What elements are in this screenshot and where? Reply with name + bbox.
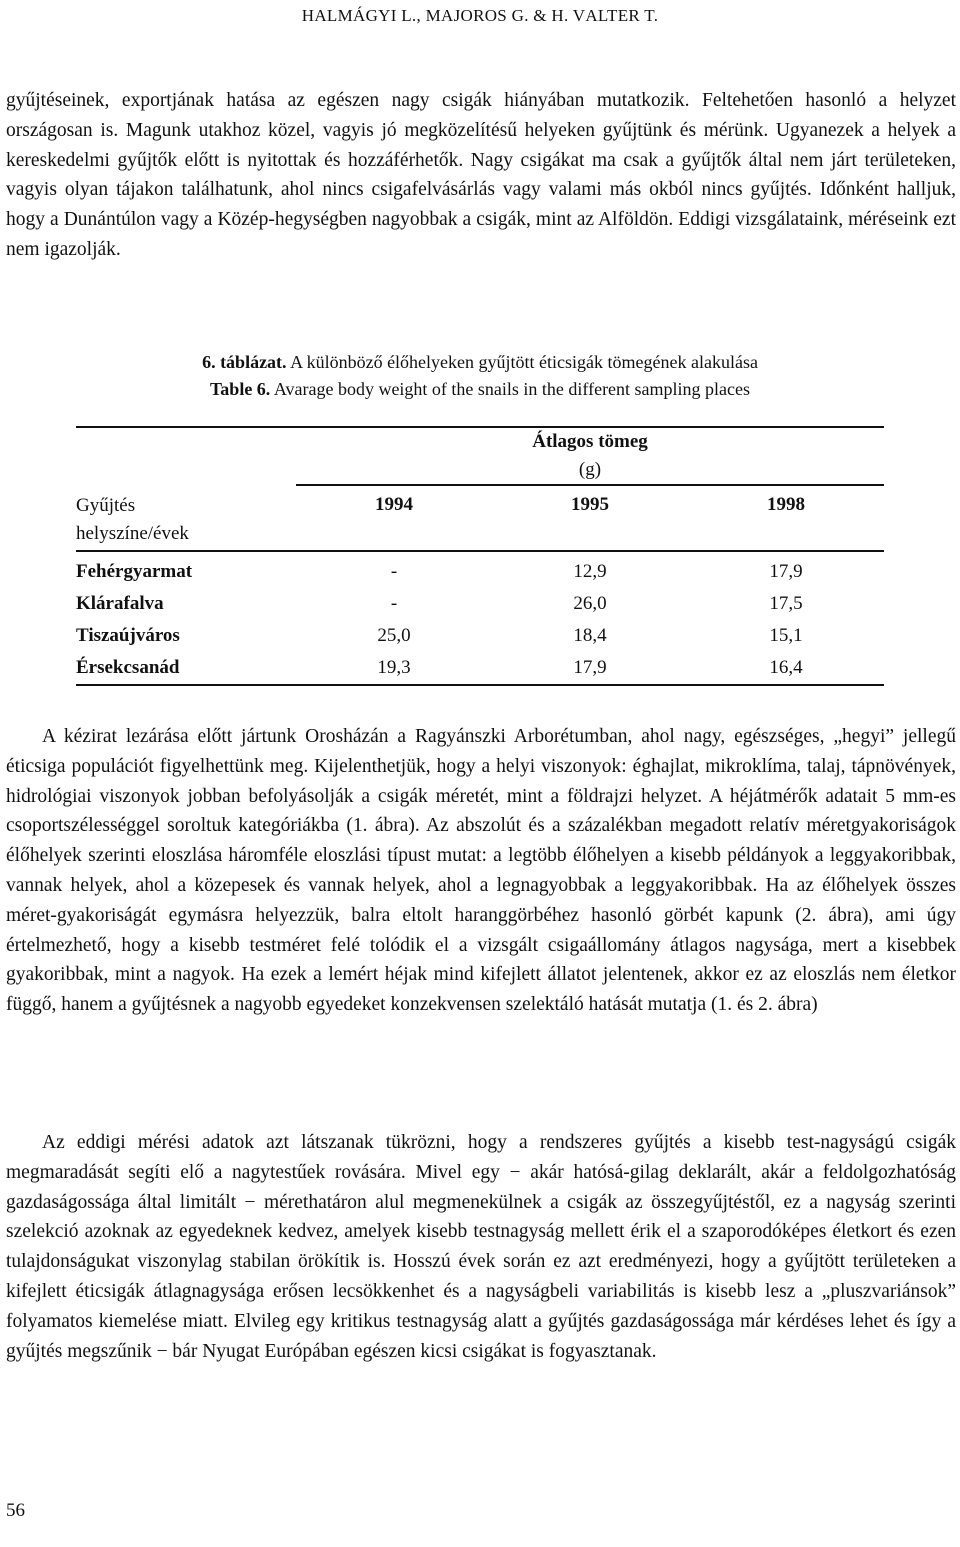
table-cell: 17,9 xyxy=(573,657,607,678)
table-row xyxy=(76,551,884,588)
row-header: Gyűjtés helyszíne/évek xyxy=(76,495,189,544)
table-cell: 15,1 xyxy=(769,625,803,646)
table-cell: 17,5 xyxy=(769,593,803,614)
table-cell: 12,9 xyxy=(573,561,607,582)
weight-table xyxy=(76,426,884,686)
table-cell: 26,0 xyxy=(573,593,607,614)
site-label: Tiszaújváros xyxy=(76,625,180,646)
year-header: 1998 xyxy=(767,494,805,515)
table-row xyxy=(76,652,884,685)
table-cell: 17,9 xyxy=(769,561,803,582)
year-header: 1994 xyxy=(375,494,413,515)
table-cell: 16,4 xyxy=(769,657,803,678)
paragraph-3: Az eddigi mérési adatok azt látszanak tükrözni, hogy a rendszeres gyűjtés a kisebb test-nagyságú csigák megmaradását segíti elő a nagytestűek rovására. Mivel egy − akár hatósá-gilag deklarált, akár a feldolgozhatóság gazdaságossága által limitált − mérethatáron alul megmenekülnek a csigák az összegyűjtéstől, ez a nagyság szerinti szelekció azoknak az egyedeknek kedvez, amelyek kisebb testnagyság mellett érik el a szaporodóképes életkort és ezen tulajdonságukat viszonylag stabilan örökítik is. Hosszú évek során ez azt eredményezi, hogy a gyűjtött területeken a kifejlett éticsigák átlagnagysága erősen lecsökkenhet és a nagyságbeli variabilitás is kisebb lesz a „pluszvariánsok” folyamatos kiemelése miatt. Elvileg egy kritikus testnagyság alatt a gyűjtés gazdaságossága már kérdéses lehet és így a gyűjtés megszűnik − bár Nyugat Európában egészen kicsi csigákat is fogyasztanak. xyxy=(6,1132,956,1362)
table-cell: 25,0 xyxy=(377,625,411,646)
paragraph-2: A kézirat lezárása előtt jártunk Orosházán a Ragyánszki Arborétumban, ahol nagy, egészséges, „hegyi” jellegű éticsiga populációt figyelhettünk meg. Kijelenthetjük, hogy a helyi viszonyok: éghajlat, mikroklíma, talaj, tápnövények, hidrológiai viszonyok jobban befolyásolják a csigák méretét, mint a földrajzi helyzet. A héjátmérők adatait 5 mm-es csoportszélességgel soroltuk kategóriákba (1. ábra). Az abszolút és a százalékban megadott relatív méretgyakoriságok élőhelyek szerinti eloszlása háromféle eloszlási típust mutat: a legtöbb élőhelyen a kisebb példányok a leggyakoribbak, vannak helyek, ahol a közepesek és vannak helyek, ahol a legnagyobbak a leggyakoribbak. Ha az élőhelyek összes méret-gyakoriságát egymásra helyezzük, balra eltolt haranggörbéhez hasonló görbét kapunk (2. ábra), ami úgy értelmezhető, hogy a kisebb testméret felé tolódik el a vizsgált csigaállomány átlagos nagysága, mert a kisebbek gyakoribbak, mint a nagyok. Ha ezek a lemért héjak mind kifejlett állatot jelentenek, akkor ez az eloszlás nem életkor függő, hanem a gyűjtésnek a nagyobb egyedeket konzekvensen szelektáló hatását mutatja (1. és 2. ábra) xyxy=(6,726,956,1016)
table-row xyxy=(76,620,884,652)
year-header: 1995 xyxy=(571,494,609,515)
group-header: Átlagos tömeg (g) xyxy=(532,431,648,480)
table-cell: 18,4 xyxy=(573,625,607,646)
table-cell: - xyxy=(390,561,398,582)
site-label: Érsekcsanád xyxy=(76,657,180,678)
table-cell: - xyxy=(390,593,398,614)
running-header: HALMÁGYI L., MAJOROS G. & H. VALTER T. xyxy=(301,6,659,25)
site-label: Klárafalva xyxy=(76,593,164,614)
table-caption-hu: 6. táblázat. A különböző élőhelyeken gyűjtött éticsigák tömegének alakulása xyxy=(202,352,758,372)
page-number: 56 xyxy=(6,1500,25,1521)
site-label: Fehérgyarmat xyxy=(76,561,193,582)
paragraph-1: gyűjtéseinek, exportjának hatása az egészen nagy csigák hiányában mutatkozik. Feltehetően hasonló a helyzet országosan is. Magunk utakhoz közel, vagyis jó megközelítésű helyeken gyűjtünk és mérünk. Ugyanezek a helyek a kereskedelmi gyűjtők előtt is nyitottak és hozzáférhetők. Nagy csigákat ma csak a gyűjtők által nem járt területeken, vagyis olyan tájakon találhatunk, ahol nincs csigafelvásárlás vagy valami más okból nincs gyűjtés. Időnként halljuk, hogy a Dunántúlon vagy a Közép-hegységben nagyobbak a csigák, mint az Alföldön. Eddigi vizsgálataink, méréseink ezt nem igazolják. xyxy=(6,90,956,260)
table-cell: 19,3 xyxy=(377,657,411,678)
table-caption-en: Table 6. Avarage body weight of the snails in the different sampling places xyxy=(209,379,751,399)
table-row xyxy=(76,588,884,620)
